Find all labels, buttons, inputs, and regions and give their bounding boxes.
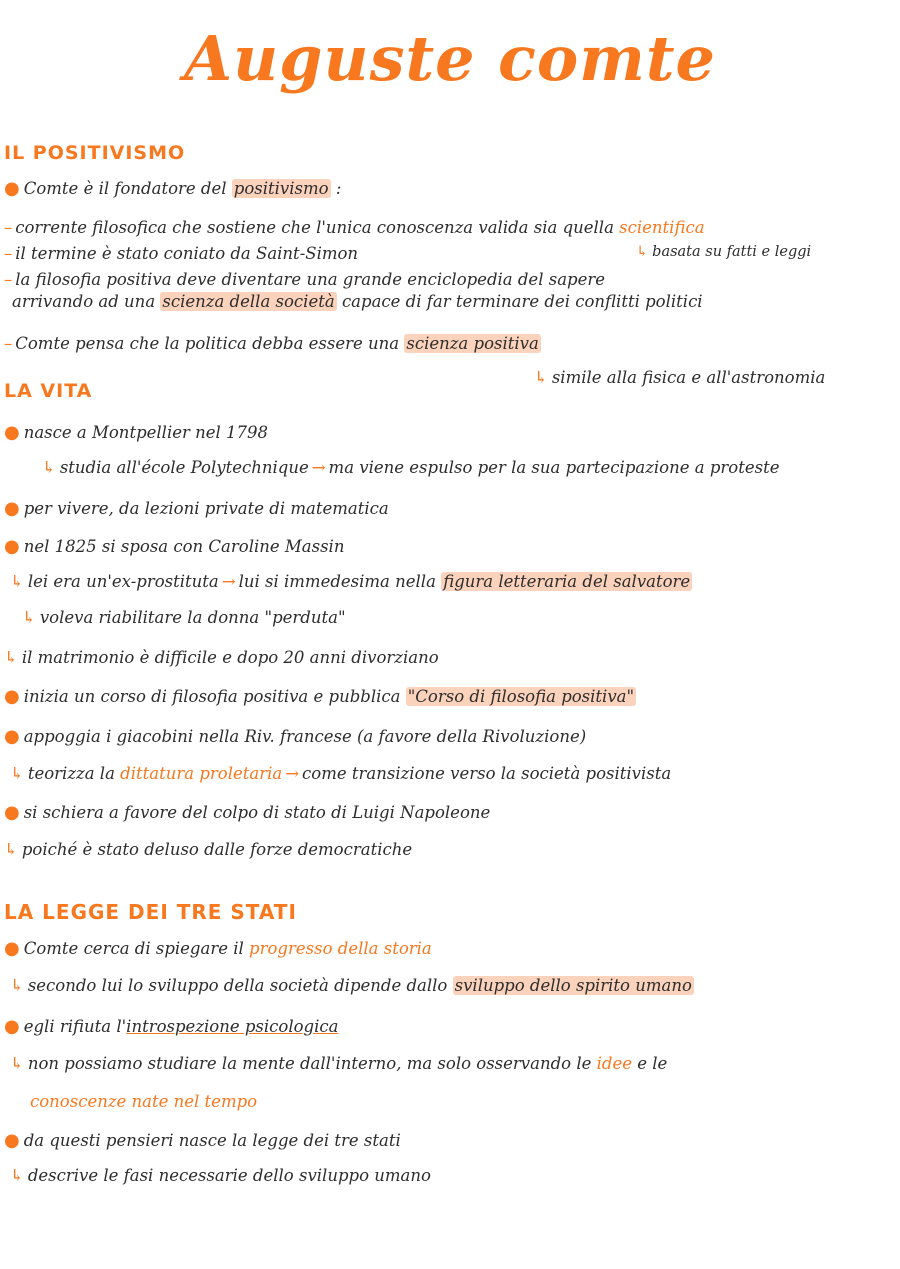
- dash-icon: –: [4, 218, 13, 237]
- note-line: ● Comte cerca di spiegare il progresso della storia: [4, 938, 432, 959]
- dash-icon: –: [4, 244, 13, 263]
- note-line: ↳ poiché è stato deluso dalle forze democratiche: [4, 840, 413, 859]
- highlight: positivismo: [233, 179, 329, 198]
- arrow-icon: ↳: [22, 608, 36, 627]
- note-line: ● nasce a Montpellier nel 1798: [4, 422, 269, 443]
- highlight: figura letteraria del salvatore: [443, 572, 691, 591]
- arrow-icon: ↳: [636, 244, 649, 260]
- bullet-icon: ●: [4, 726, 20, 747]
- highlight: "Corso di filosofia positiva": [407, 687, 635, 706]
- section-heading-positivismo: IL POSITIVISMO: [4, 142, 186, 164]
- note-line: ↳ simile alla fisica e all'astronomia: [534, 368, 826, 387]
- note-line: ↳ voleva riabilitare la donna "perduta": [22, 608, 346, 627]
- underline-text: introspezione psicologica: [126, 1017, 339, 1036]
- bullet-icon: ●: [4, 498, 20, 519]
- note-line: arrivando ad una scienza della società capace di far terminare dei conflitti politici: [12, 292, 703, 311]
- dash-icon: –: [4, 270, 13, 289]
- note-line: ↳ basata su fatti e leggi: [636, 244, 812, 260]
- note-line: – la filosofia positiva deve diventare una grande enciclopedia del sapere: [4, 270, 606, 289]
- bullet-icon: ●: [4, 178, 20, 199]
- dash-icon: –: [4, 334, 13, 353]
- note-line: ↳ il matrimonio è difficile e dopo 20 anni divorziano: [4, 648, 439, 667]
- note-line: ● appoggia i giacobini nella Riv. francese (a favore della Rivoluzione): [4, 726, 587, 747]
- arrow-icon: ↳: [534, 368, 548, 387]
- arrow-icon: ↳: [10, 572, 24, 591]
- arrow-icon: ↳: [10, 976, 24, 995]
- arrow-icon: ↳: [42, 458, 56, 477]
- note-line: ↳ studia all'école Polytechnique → ma viene espulso per la sua partecipazione a proteste: [42, 458, 780, 477]
- note-line: – Comte pensa che la politica debba essere una scienza positiva: [4, 334, 539, 353]
- section-heading-legge: LA LEGGE DEI TRE STATI: [4, 900, 297, 924]
- arrow-icon: ↳: [4, 648, 18, 667]
- note-line: ● inizia un corso di filosofia positiva e pubblica "Corso di filosofia positiva": [4, 686, 635, 707]
- bullet-icon: ●: [4, 938, 20, 959]
- note-line: ● si schiera a favore del colpo di stato di Luigi Napoleone: [4, 802, 491, 823]
- note-line: ● per vivere, da lezioni private di matematica: [4, 498, 389, 519]
- note-line: ↳ teorizza la dittatura proletaria → come transizione verso la società positivista: [10, 764, 672, 783]
- note-line: – il termine è stato coniato da Saint-Simon: [4, 244, 359, 263]
- note-line: conoscenze nate nel tempo: [30, 1092, 258, 1111]
- note-line: ● da questi pensieri nasce la legge dei tre stati: [4, 1130, 401, 1151]
- right-arrow-icon: →: [221, 572, 236, 591]
- right-arrow-icon: →: [311, 458, 326, 477]
- note-line: ↳ descrive le fasi necessarie dello sviluppo umano: [10, 1166, 431, 1185]
- bullet-icon: ●: [4, 802, 20, 823]
- note-line: ↳ lei era un'ex-prostituta → lui si immedesima nella figura letteraria del salvatore: [10, 572, 691, 591]
- arrow-icon: ↳: [10, 1054, 24, 1073]
- page-title: Auguste comte: [184, 22, 716, 95]
- bullet-icon: ●: [4, 422, 20, 443]
- arrow-icon: ↳: [4, 840, 18, 859]
- note-line: ● nel 1825 si sposa con Caroline Massin: [4, 536, 345, 557]
- highlight: scienza della società: [162, 292, 335, 311]
- note-line: ● egli rifiuta l'introspezione psicologica: [4, 1016, 339, 1037]
- arrow-icon: ↳: [10, 1166, 24, 1185]
- highlight: sviluppo dello spirito umano: [454, 976, 692, 995]
- bullet-icon: ●: [4, 686, 20, 707]
- note-line: ↳ non possiamo studiare la mente dall'interno, ma solo osservando le idee e le: [10, 1054, 668, 1073]
- highlight: scienza positiva: [406, 334, 539, 353]
- bullet-icon: ●: [4, 536, 20, 557]
- note-line: ● Comte è il fondatore del positivismo :: [4, 178, 342, 199]
- right-arrow-icon: →: [285, 764, 300, 783]
- arrow-icon: ↳: [10, 764, 24, 783]
- bullet-icon: ●: [4, 1130, 20, 1151]
- note-line: ↳ secondo lui lo sviluppo della società dipende dallo sviluppo dello spirito umano: [10, 976, 692, 995]
- bullet-icon: ●: [4, 1016, 20, 1037]
- section-heading-vita: LA VITA: [4, 380, 93, 402]
- note-line: – corrente filosofica che sostiene che l'unica conoscenza valida sia quella scientifica: [4, 218, 705, 237]
